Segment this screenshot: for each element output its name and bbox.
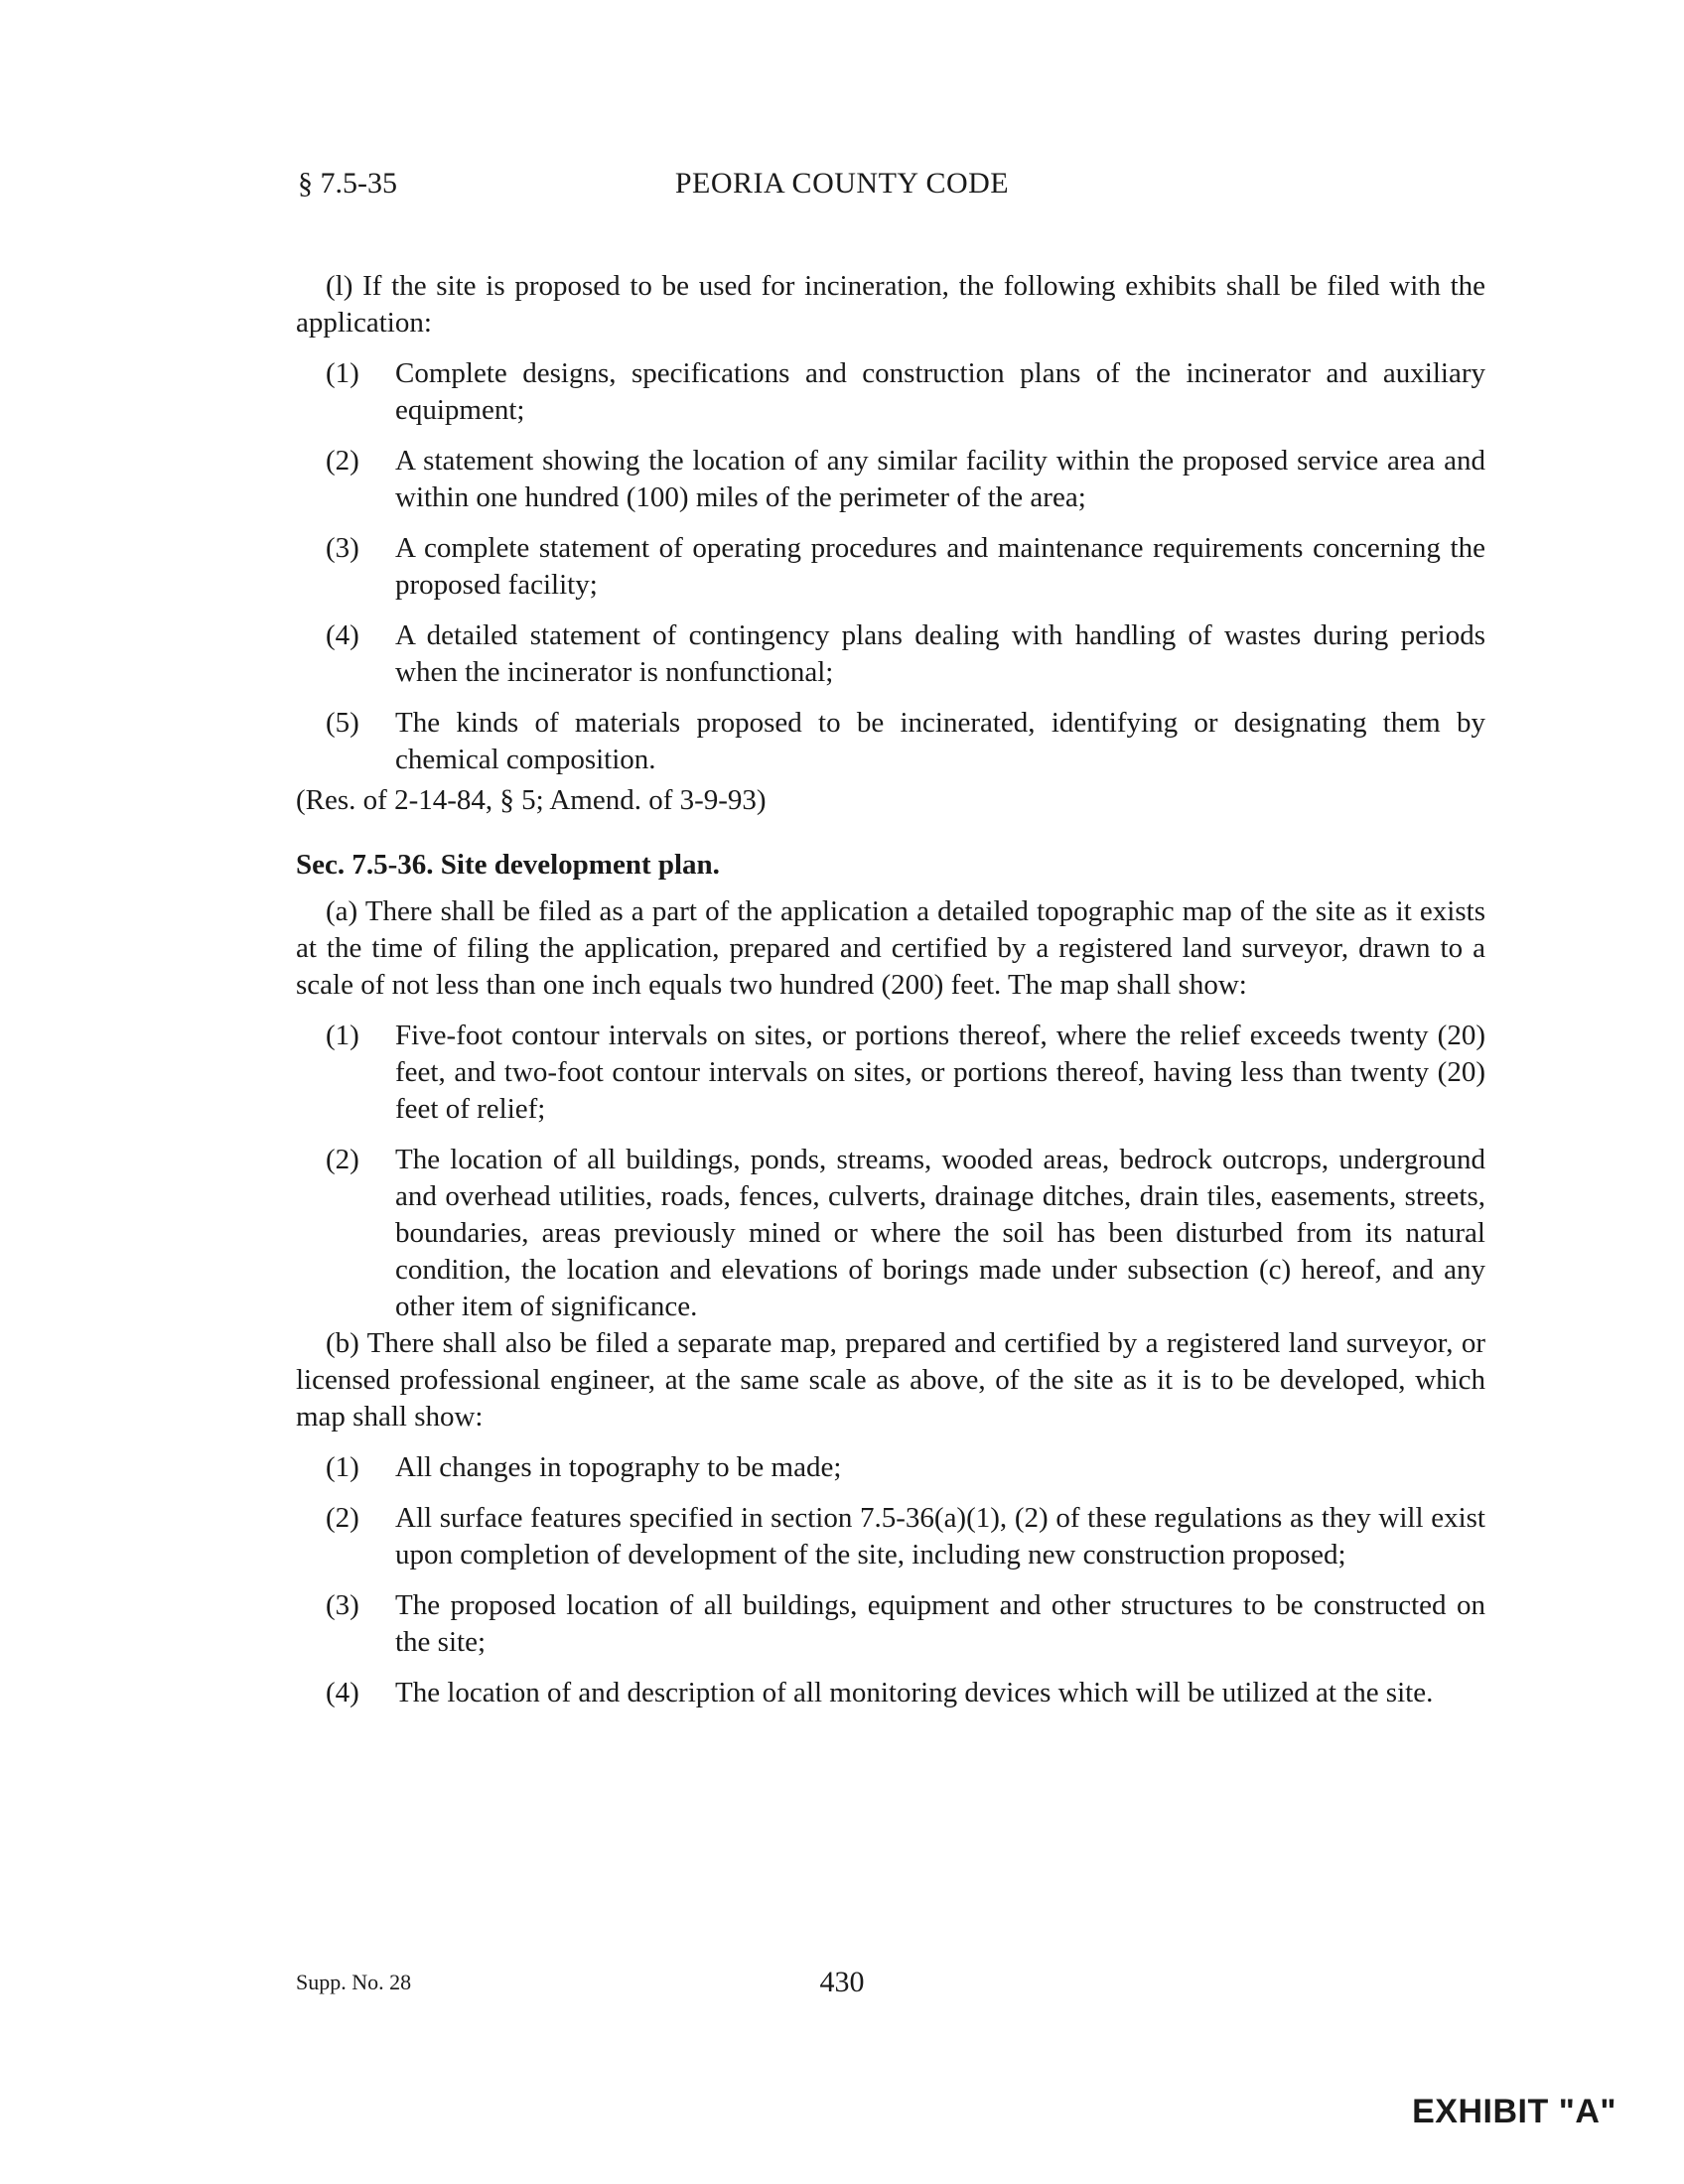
list-item-text: Complete designs, specifications and construction plans of the incinerator and auxiliary equipment;: [395, 357, 1485, 426]
list-item: [296, 705, 1485, 778]
history-note: (Res. of 2-14-84, § 5; Amend. of 3-9-93): [296, 784, 767, 816]
list-item-text: The kinds of materials proposed to be incinerated, identifying or designating them by chemical composition.: [395, 707, 1485, 775]
list-item-text: A complete statement of operating procedures and maintenance requirements concerning the proposed facility;: [395, 532, 1485, 601]
subsection-l-list: [296, 355, 1485, 778]
list-item: [296, 530, 1485, 604]
list-item: [296, 1018, 1485, 1128]
list-item-text: The location of all buildings, ponds, streams, wooded areas, bedrock outcrops, underground and overhead utilities, roads, fences, culverts, drainage ditches, drain tiles, easements, streets, boundaries, areas previously mined or where the soil has been disturbed from its natural condition, the location and elevations of borings made under subsection (c) hereof, and any other item of significance.: [395, 1144, 1485, 1322]
list-item-text: The location of and description of all monitoring devices which will be utilized at the site.: [395, 1677, 1434, 1708]
list-item-number: (5): [326, 707, 359, 739]
list-item: [296, 1500, 1485, 1573]
list-item-number: (2): [326, 1144, 359, 1175]
subsection-b-intro: (b) There shall also be filed a separate map, prepared and certified by a registered land surveyor, or licensed professional engineer, at the same scale as above, of the site as it is to be developed, which map shall show:: [296, 1327, 1485, 1433]
list-item: [296, 1142, 1485, 1325]
subsection-l-intro: (l) If the site is proposed to be used for incineration, the following exhibits shall be filed with the application:: [296, 270, 1485, 339]
list-item-text: All surface features specified in section 7.5-36(a)(1), (2) of these regulations as they will exist upon completion of development of the site, including new construction proposed;: [395, 1502, 1485, 1570]
list-item-number: (3): [326, 532, 359, 564]
list-item-text: A statement showing the location of any similar facility within the proposed service area and within one hundred (100) miles of the perimeter of the area;: [395, 445, 1485, 513]
list-item: [296, 355, 1485, 429]
list-item-number: (2): [326, 445, 359, 477]
list-item-text: The proposed location of all buildings, equipment and other structures to be constructed on the site;: [395, 1589, 1485, 1658]
list-item-text: A detailed statement of contingency plans dealing with handling of wastes during periods when the incinerator is nonfunctional;: [395, 619, 1485, 688]
list-item: [296, 1449, 1485, 1486]
list-item-number: (2): [326, 1502, 359, 1534]
page-number: 430: [819, 1966, 865, 1998]
list-item-number: (4): [326, 619, 359, 651]
list-item-number: (1): [326, 1451, 359, 1483]
supplement-number: Supp. No. 28: [296, 1970, 412, 1994]
list-item-number: (1): [326, 357, 359, 389]
list-item-text: All changes in topography to be made;: [395, 1451, 842, 1483]
list-item: [296, 443, 1485, 516]
list-item: [296, 1675, 1485, 1711]
list-item: [296, 617, 1485, 691]
subsection-a-list: [296, 1018, 1485, 1325]
list-item-number: (3): [326, 1589, 359, 1621]
list-item-text: Five-foot contour intervals on sites, or portions thereof, where the relief exceeds twenty (20) feet, and two-foot contour intervals on sites, or portions thereof, having less than twenty (20) feet of relief;: [395, 1020, 1485, 1125]
list-item-number: (1): [326, 1020, 359, 1051]
exhibit-label: EXHIBIT "A": [1412, 2093, 1616, 2130]
header-title: PEORIA COUNTY CODE: [674, 167, 1010, 200]
document-body: [296, 268, 1485, 1711]
subsection-b-list: [296, 1449, 1485, 1711]
section-heading: Sec. 7.5-36. Site development plan.: [296, 849, 720, 881]
list-item-number: (4): [326, 1677, 359, 1708]
subsection-a-intro: (a) There shall be filed as a part of the application a detailed topographic map of the site as it exists at the time of filing the application, prepared and certified by a registered land surveyor, drawn to a scale of not less than one inch equals two hundred (200) feet. The map shall show:: [296, 895, 1485, 1001]
header-section-ref: § 7.5-35: [298, 167, 397, 200]
list-item: [296, 1587, 1485, 1661]
